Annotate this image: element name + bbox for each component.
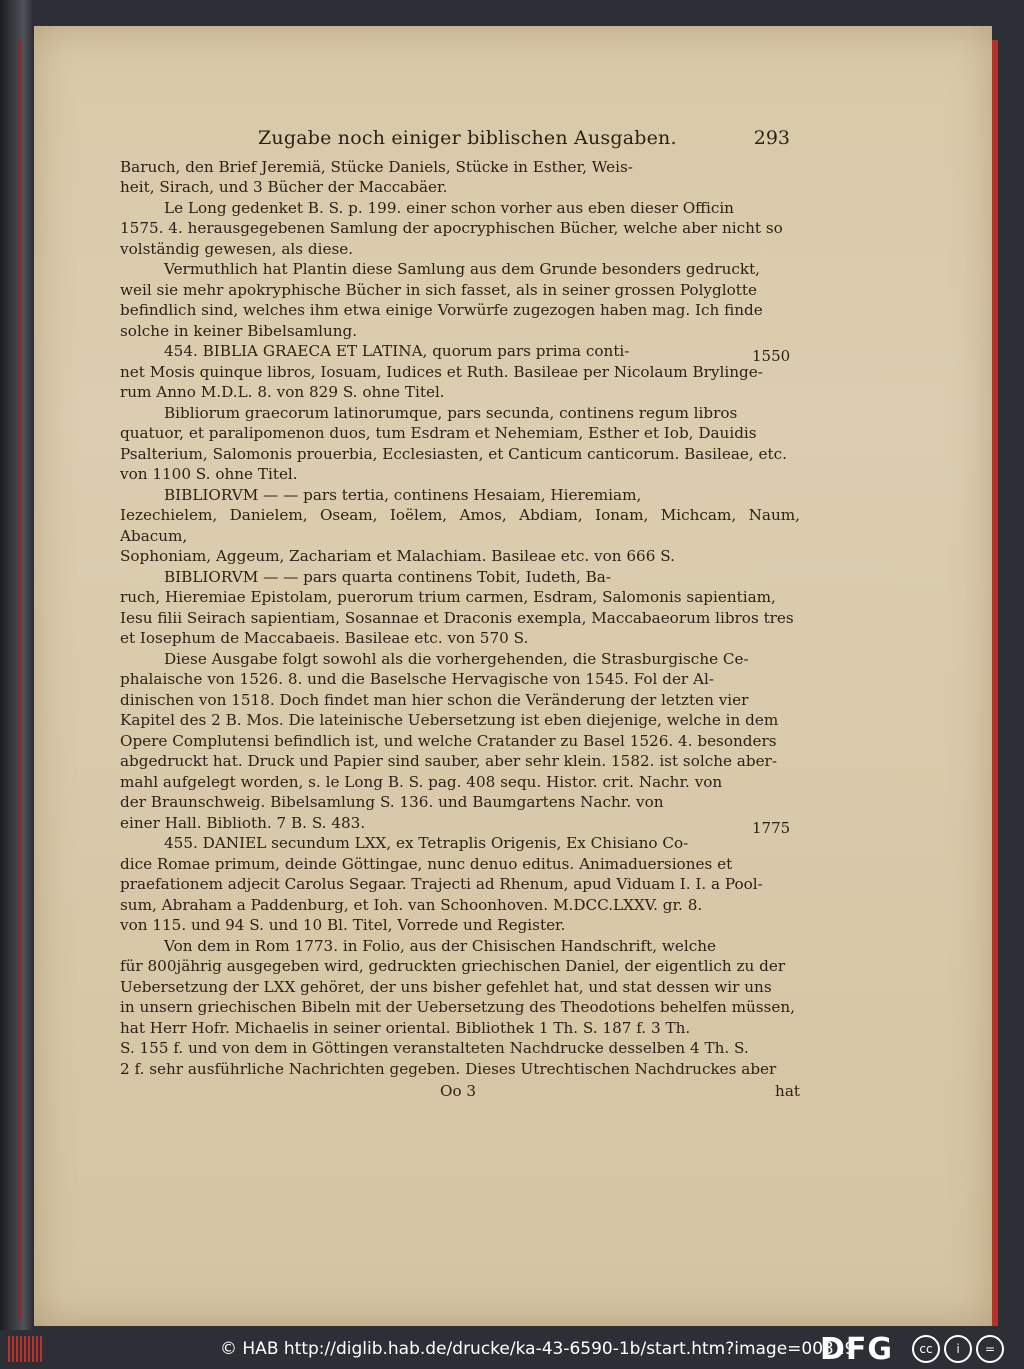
text-line: befindlich sind, welches ihm etwa einige Vorwürfe zugezogen haben mag. Ich finde [120,301,763,319]
catch-line [120,1081,800,1102]
text-line: net Mosis quinque libros, Iosuam, Iudices et Ruth. Basileae per Nicolaum Brylinge- [120,362,763,381]
background-strip [998,44,1024,1324]
text-line: et Iosephum de Maccabaeis. Basileae etc. von 570 S. [120,629,529,647]
by-icon: i [944,1335,972,1363]
footer-bar [0,1330,1024,1369]
text-line: Opere Complutensi befindlich ist, und welche Cratander zu Basel 1526. 4. besonders [120,731,777,750]
text-line: Kapitel des 2 B. Mos. Die lateinische Uebersetzung ist eben diejenige, welche in dem [120,711,779,729]
signature-mark: Oo 3 [440,1082,477,1100]
sa-icon: = [976,1335,1004,1363]
text-line: Psalterium, Salomonis prouerbia, Ecclesiasten, et Canticum canticorum. Basileae, etc. [120,444,787,463]
text-line: BIBLIORVM — — pars tertia, continens Hesaiam, Hieremiam, [164,485,642,504]
text-line: von 115. und 94 S. und 10 Bl. Titel, Vorrede und Register. [120,916,566,934]
text-line: quatuor, et paralipomenon duos, tum Esdram et Nehemiam, Esther et Iob, Dauidis [120,424,757,442]
text-line: dinischen von 1518. Doch findet man hier schon die Veränderung der letzten vier [120,690,749,709]
copyright-link[interactable]: © HAB http://diglib.hab.de/drucke/ka-43-6590-1b/start.htm?image=00319 [220,1339,856,1359]
text-line: heit, Sirach, und 3 Bücher der Maccabäer. [120,178,448,196]
text-line: Diese Ausgabe folgt sowohl als die vorhergehenden, die Strasburgische Ce- [164,649,749,668]
text-line: 2 f. sehr ausführliche Nachrichten gegeben. Dieses Utrechtischen Nachdruckes aber [120,1059,777,1078]
text-line: solche in keiner Bibelsamlung. [120,321,358,340]
margin-note-year-2: 1775 [752,819,791,837]
text-line: 454. BIBLIA GRAECA ET LATINA, quorum pars prima conti- [164,342,630,360]
text-line: der Braunschweig. Bibelsamlung S. 136. und Baumgartens Nachr. von [120,793,664,811]
text-line: hat Herr Hofr. Michaelis in seiner oriental. Bibliothek 1 Th. S. 187 f. 3 Th. [120,1018,691,1037]
page-text [120,128,800,1102]
cc-license-icon[interactable] [912,1334,1020,1364]
text-line: Uebersetzung der LXX gehöret, der uns bisher gefehlet hat, und stat dessen wir uns [120,977,772,996]
text-line: S. 155 f. und von dem in Göttingen veranstalteten Nachdrucke desselben 4 Th. S. [120,1039,749,1057]
running-header [120,128,800,149]
hab-barcode-icon [8,1336,44,1362]
text-line: Baruch, den Brief Jeremiä, Stücke Daniels, Stücke in Esther, Weis- [120,157,633,176]
catchword: hat [775,1082,800,1100]
text-line: praefationem adjecit Carolus Segaar. Trajecti ad Rhenum, apud Viduam I. I. a Pool- [120,875,763,893]
text-line: abgedruckt hat. Druck und Papier sind sauber, aber sehr klein. 1582. ist solche aber- [120,752,777,770]
spine-edge [18,40,21,1320]
text-line: von 1100 S. ohne Titel. [120,465,298,483]
text-line: Iesu filii Seirach sapientiam, Sosannae et Draconis exempla, Maccabaeorum libros tres [120,608,794,627]
text-line: Iezechielem, Danielem, Oseam, Ioëlem, Amos, Abdiam, Ionam, Michcam, Naum, Abacum, [120,506,800,545]
text-line: volständig gewesen, als diese. [120,239,354,258]
text-line: Sophoniam, Aggeum, Zachariam et Malachiam. Basileae etc. von 666 S. [120,547,675,565]
text-line: für 800jährig ausgegeben wird, gedruckten griechischen Daniel, der eigentlich zu der [120,957,786,975]
text-line: ruch, Hieremiae Epistolam, puerorum trium carmen, Esdram, Salomonis sapientiam, [120,588,776,606]
text-line: in unsern griechischen Bibeln mit der Uebersetzung des Theodotions behelfen müssen, [120,998,795,1016]
page-number: 293 [753,127,790,149]
text-line: BIBLIORVM — — pars quarta continens Tobit, Iudeth, Ba- [164,567,611,586]
text-line: einer Hall. Biblioth. 7 B. S. 483. [120,813,366,832]
text-line: rum Anno M.D.L. 8. von 829 S. ohne Titel. [120,383,445,401]
text-lines [120,157,800,1080]
text-line: Le Long gedenket B. S. p. 199. einer schon vorher aus eben dieser Officin [164,198,734,217]
text-line: Vermuthlich hat Plantin diese Samlung aus dem Grunde besonders gedruckt, [164,260,760,278]
cc-icon: cc [912,1335,940,1363]
dfg-logo: DFG [820,1332,894,1367]
text-line: dice Romae primum, deinde Göttingae, nunc denuo editus. Animaduersiones et [120,854,733,873]
text-line: Bibliorum graecorum latinorumque, pars secunda, continens regum libros [164,403,738,422]
text-line: weil sie mehr apokryphische Bücher in sich fasset, als in seiner grossen Polyglotte [120,280,757,299]
text-line: sum, Abraham a Paddenburg, et Ioh. van Schoonhoven. M.DCC.LXXV. gr. 8. [120,895,703,914]
margin-note-year-1: 1550 [752,347,791,365]
text-line: 1575. 4. herausgegebenen Samlung der apocryphischen Bücher, welche aber nicht so [120,219,783,237]
text-line: mahl aufgelegt worden, s. le Long B. S. pag. 408 sequ. Histor. crit. Nachr. von [120,772,723,791]
header-title: Zugabe noch einiger biblischen Ausgaben. [258,127,677,149]
book-spine [0,0,34,1330]
text-line: 455. DANIEL secundum LXX, ex Tetraplis Origenis, Ex Chisiano Co- [164,834,689,852]
text-line: phalaische von 1526. 8. und die Baselsche Hervagische von 1545. Fol der Al- [120,670,714,688]
text-line: Von dem in Rom 1773. in Folio, aus der Chisischen Handschrift, welche [164,936,717,955]
